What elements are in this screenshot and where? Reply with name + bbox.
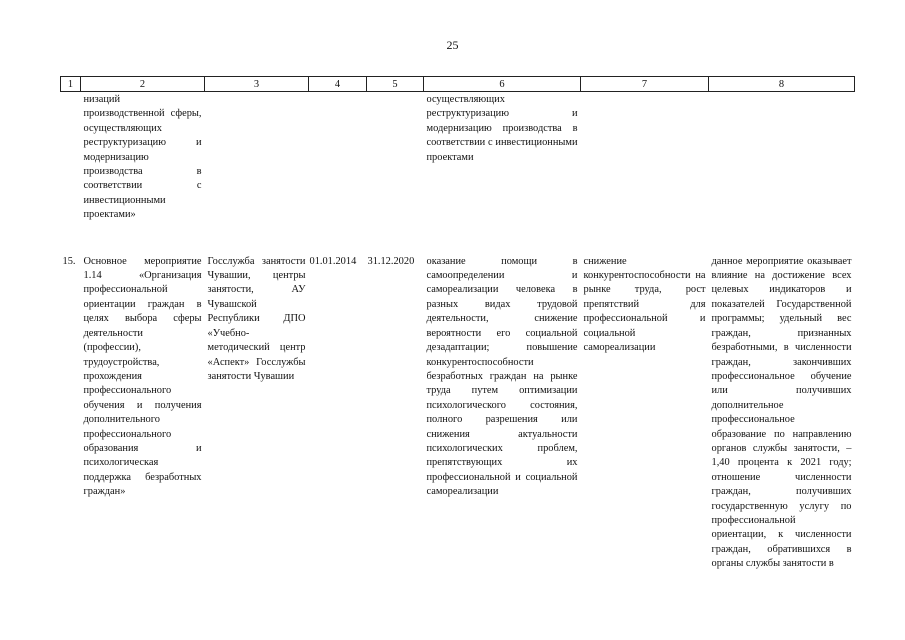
cell-indicators [709,92,855,255]
column-header-6: 6 [424,77,581,92]
cell-indicators [709,255,855,572]
measure-name-text: низаций производственной сферы, осуществляющих реструктуризацию и модернизацию производства в соответствии с инвестиционными проектами» [83,94,202,221]
table-row-continuation [61,92,855,255]
expected-result-text: осуществляющих реструктуризацию и модернизацию производства в соответствии с инвестиционными проектами [426,94,578,163]
consequences-text: снижение конкурентоспособности на рынке труда, рост препятствий для профессиональной и социальной самореализации [583,255,706,354]
measure-name-text: Основное мероприятие 1.14 «Организация профессиональной ориентации граждан в целях выбора сферы деятельности (профессии), трудоустройства, прохождения профессионального обучения и получения дополнительного профессионального образования и психологическая поддержка безработных граждан» [83,255,202,498]
column-header-5: 5 [367,77,424,92]
column-header-1: 1 [61,77,81,92]
cell-executor [205,255,309,572]
cell-consequences [581,92,709,255]
table-row-15 [61,255,855,572]
program-measures-table [60,76,855,572]
column-header-4: 4 [309,77,367,92]
column-header-2: 2 [81,77,205,92]
cell-start-date [309,92,367,255]
column-header-3: 3 [205,77,309,92]
cell-consequences [581,255,709,572]
cell-end-date: 31.12.2020 [367,255,415,267]
executor-text: Госслужба занятости Чувашии, центры занятости, АУ Чувашской Республики ДПО «Учебно-методический центр «Аспект» Госслужбы занятости Чувашии [207,255,306,382]
expected-result-text: оказание помощи в самоопределении и самореализации человека в разных видах трудовой деятельности, снижение вероятности его социальной дезадаптации; повышение конкурентоспособности безработных граждан на рынке труда путем оптимизации психологического состояния, полного разрешения или снижения актуальности психологических проблем, препятствующих их профессиональной и социальной самореализации [426,255,578,498]
cell-measure-name [81,92,205,255]
cell-executor [205,92,309,255]
cell-expected-result [424,92,581,255]
cell-end-date [367,92,424,255]
page-number: 25 [446,38,459,52]
cell-expected-result [424,255,581,572]
cell-measure-name [81,255,205,572]
cell-number: 15. [62,255,76,267]
column-number-header-row [61,77,855,92]
column-header-8: 8 [709,77,855,92]
cell-number [61,92,81,255]
cell-start-date: 01.01.2014 [309,255,357,267]
column-header-7: 7 [581,77,709,92]
indicators-text: данное мероприятие оказывает влияние на достижение всех целевых индикаторов и показателей Государственной программы; удельный вес граждан, признанных безработными, в численности граждан, закончивших профессиональное обучение или получивших дополнительное профессиональное образование по направлению органов службы занятости, – 1,40 процента к 2021 году; отношение численности граждан, получивших государственную услугу по профессиональной ориентации, к численности граждан, обратившихся в органы службы занятости в [711,255,852,570]
